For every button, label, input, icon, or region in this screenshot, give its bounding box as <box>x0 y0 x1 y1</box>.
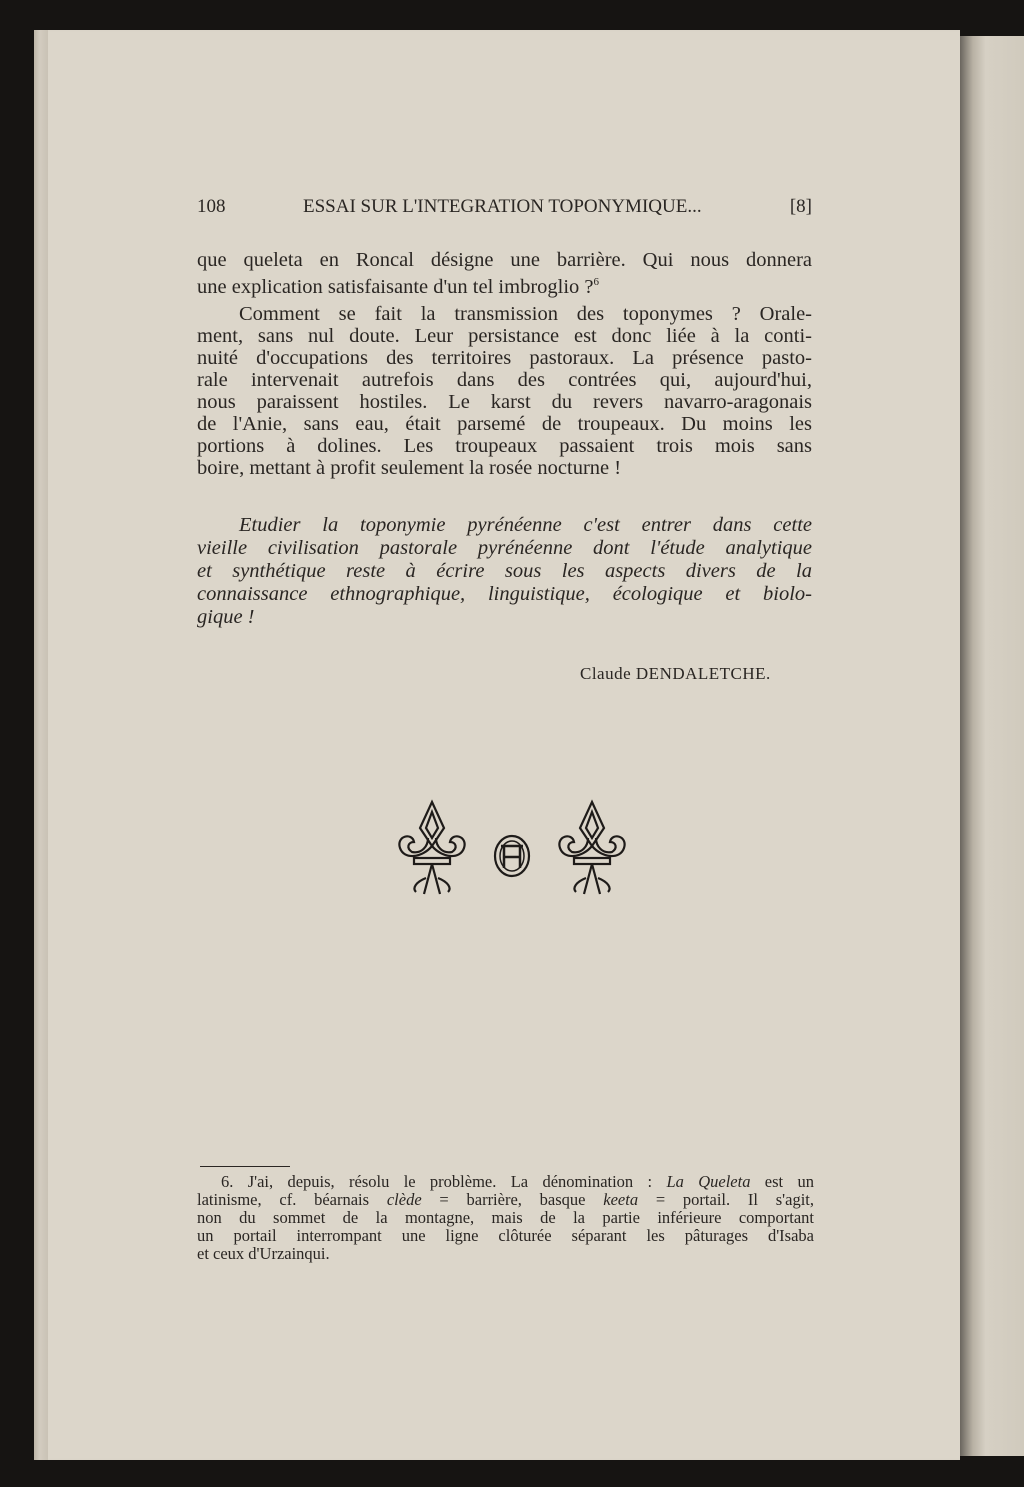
section-number: [8] <box>789 196 812 217</box>
italic-line: gique ! <box>197 606 255 628</box>
italic-line: Etudier la toponymie pyrénéenne c'est entrer dans cette <box>239 514 812 536</box>
footnote-ref[interactable]: 6 <box>593 276 600 288</box>
italic-term: keeta <box>603 1190 639 1209</box>
author-signature: Claude DENDALETCHE. <box>580 664 771 683</box>
footnote-line: non du sommet de la montagne, mais de la partie inférieure comportant <box>197 1208 814 1227</box>
fleur-de-lis-icon <box>559 802 624 894</box>
monogram-h-icon <box>495 836 529 876</box>
italic-line: connaissance ethnographique, linguistique, écologique et biolo- <box>197 583 812 605</box>
line-text: une explication satisfaisante d'un tel imbroglio ? <box>197 276 594 298</box>
page-edge <box>34 30 48 1460</box>
page-number: 108 <box>197 196 226 217</box>
text: 6. J'ai, depuis, résolu le problème. La dénomination : <box>221 1172 667 1191</box>
body-line: nous paraissent hostiles. Le karst du revers navarro-aragonais <box>197 391 812 413</box>
body-line: boire, mettant à profit seulement la rosée nocturne ! <box>197 457 622 479</box>
body-line <box>197 271 812 298</box>
italic-term: clède <box>386 1190 422 1209</box>
body-line: portions à dolines. Les troupeaux passaient trois mois sans <box>197 435 812 457</box>
body-line: de l'Anie, sans eau, était parsemé de troupeaux. Du moins les <box>197 413 812 435</box>
text: est un <box>750 1172 814 1191</box>
body-line: que queleta en Roncal désigne une barrière. Qui nous donnera <box>197 249 812 271</box>
fleur-de-lis-ornament <box>392 798 632 898</box>
running-header <box>197 196 812 220</box>
body-line: nuité d'occupations des territoires pastoraux. La présence pasto- <box>197 347 812 369</box>
body-line: ment, sans nul doute. Leur persistance est donc liée à la conti- <box>197 325 812 347</box>
next-page-edge <box>960 36 1024 1456</box>
italic-term: La Queleta <box>666 1172 751 1191</box>
footnote-separator <box>200 1166 290 1167</box>
fleur-de-lis-icon <box>399 802 464 894</box>
body-line: rale intervenait autrefois dans des contrées qui, aujourd'hui, <box>197 369 812 391</box>
footnote-line <box>197 1191 814 1209</box>
text: = portail. Il s'agit, <box>638 1190 815 1209</box>
footnote-line: et ceux d'Urzainqui. <box>197 1244 330 1263</box>
text: latinisme, cf. béarnais <box>197 1190 387 1209</box>
footnote-line <box>197 1173 814 1191</box>
italic-line: vieille civilisation pastorale pyrénéenne dont l'étude analytique <box>197 537 812 559</box>
running-title: ESSAI SUR L'INTEGRATION TOPONYMIQUE... <box>303 196 702 217</box>
italic-line: et synthétique reste à écrire sous les aspects divers de la <box>197 560 812 582</box>
text: = barrière, basque <box>421 1190 604 1209</box>
body-line: Comment se fait la transmission des toponymes ? Orale- <box>239 303 812 325</box>
footnote-line: un portail interrompant une ligne clôturée séparant les pâturages d'Isaba <box>197 1226 814 1245</box>
